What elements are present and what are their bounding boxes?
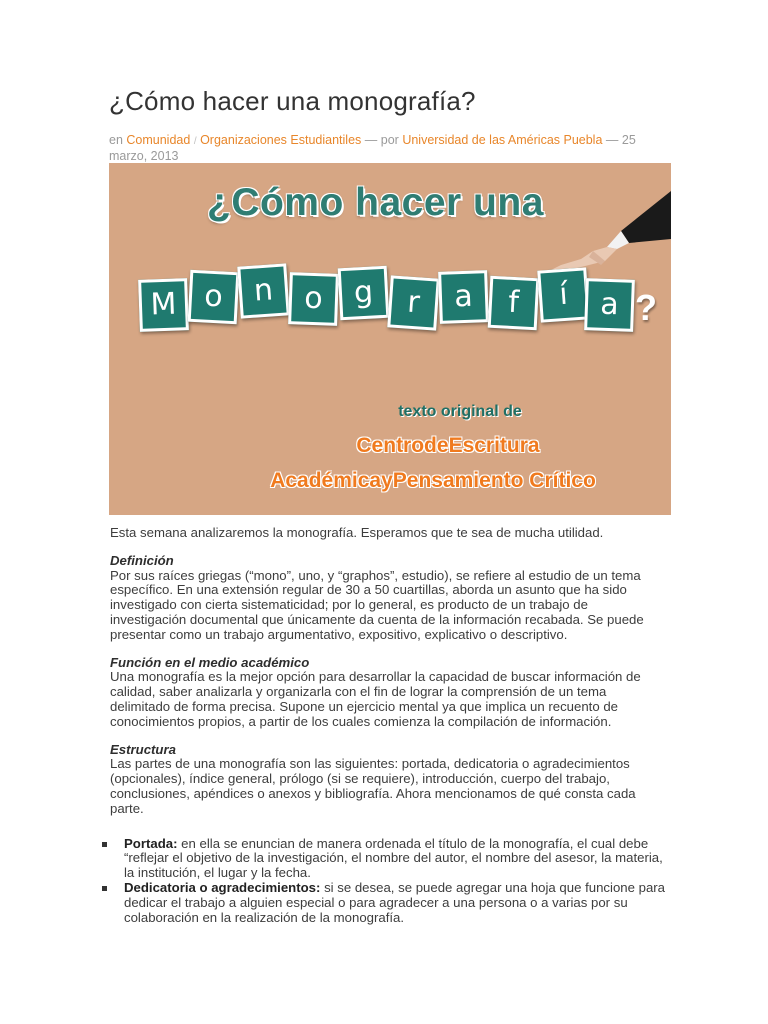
post-meta xyxy=(109,133,669,164)
page-title: ¿Cómo hacer una monografía? xyxy=(109,86,476,116)
list-item-term: Dedicatoria o agradecimientos: xyxy=(124,879,321,895)
section-definicion xyxy=(110,554,666,643)
letter-tile: r xyxy=(387,275,440,330)
pointing-hand-icon xyxy=(541,191,671,271)
monografia-letter-tiles xyxy=(139,263,619,343)
banner-credit-name-line1: CentrodeEscritura xyxy=(356,434,540,457)
intro-paragraph: Esta semana analizaremos la monografía. Esperamos que te sea de mucha utilidad. xyxy=(110,525,604,540)
meta-prefix-en: en xyxy=(109,133,123,147)
letter-tile: f xyxy=(488,276,540,330)
banner-credit-intro: texto original de xyxy=(398,403,522,420)
featured-image xyxy=(109,163,671,515)
list-item-term: Portada: xyxy=(124,835,178,851)
list-item xyxy=(124,881,666,925)
section-text: Por sus raíces griegas (“mono”, uno, y “graphos”, estudio), se refiere al estudio de un tema específico. En una extensión regular de 30 a 50 cuartillas, aborda un asunto que ha sido investigado con cierta sistematicidad; por lo general, es producto de un trabajo de investigación documental que únicamente da cuenta de la información recabada. Se puede presentar como un trabajo argumentativo, expositivo, explicativo o descriptivo. xyxy=(110,567,644,642)
category-separator: / xyxy=(193,136,197,147)
section-heading: Definición xyxy=(110,552,174,568)
letter-tile: a xyxy=(584,278,635,332)
banner-headline: ¿Cómo hacer una xyxy=(207,181,544,224)
meta-dash: — xyxy=(364,133,378,147)
meta-dash: — xyxy=(605,133,619,147)
category-link-organizaciones[interactable]: Organizaciones Estudiantiles xyxy=(200,133,362,147)
author-link[interactable]: Universidad de las Américas Puebla xyxy=(402,133,603,147)
category-link-comunidad[interactable]: Comunidad xyxy=(126,133,191,147)
letter-tile: o xyxy=(288,272,339,326)
post-date: 25 marzo, 2013 xyxy=(109,133,636,163)
bullet-icon xyxy=(102,842,107,847)
list-item-text: si se desea, se puede agregar una hoja que funcione para dedicar el trabajo a alguien especial o para agradecer a una persona o a varias por su colaboración en la realización de la monografía. xyxy=(124,879,666,925)
bullet-icon xyxy=(102,886,107,891)
article-body xyxy=(110,526,666,925)
section-funcion xyxy=(110,656,666,730)
section-heading: Estructura xyxy=(110,741,176,757)
section-text: Una monografía es la mejor opción para desarrollar la capacidad de buscar información de calidad, saber analizarla y organizarla con el fin de lograr la comprensión de un tema delimitado de forma precisa. Supone un ejercicio mental ya que implica un recuento de conocimientos propios, a partir de los cuales comienza la compilación de información. xyxy=(110,669,641,729)
banner-question-mark: ? xyxy=(635,287,657,328)
letter-tile: í xyxy=(537,267,590,322)
list-item-text: en ella se enuncian de manera ordenada el título de la monografía, el cual debe “reflejar el objetivo de la investigación, el nombre del autor, el nombre del asesor, la materia, la institución, el lugar y la fecha. xyxy=(124,835,663,881)
meta-prefix-por: por xyxy=(380,133,399,147)
parts-list xyxy=(110,837,666,926)
section-text: Las partes de una monografía son las siguientes: portada, dedicatoria o agradecimientos (opcionales), índice general, prólogo (si se requiere), introducción, cuerpo del trabajo, conclusiones, apéndices o anexos y bibliografía. Ahora mencionamos de qué consta cada parte. xyxy=(110,756,636,816)
letter-tile: M xyxy=(138,278,189,332)
banner-credit-name-line2: AcadémicayPensamiento Crítico xyxy=(270,469,596,492)
letter-tile: o xyxy=(188,270,240,324)
section-estructura xyxy=(110,743,666,817)
list-item xyxy=(124,837,666,881)
letter-tile: n xyxy=(237,263,290,318)
letter-tile: a xyxy=(438,270,489,324)
section-heading: Función en el medio académico xyxy=(110,654,310,670)
letter-tile: g xyxy=(338,266,390,320)
